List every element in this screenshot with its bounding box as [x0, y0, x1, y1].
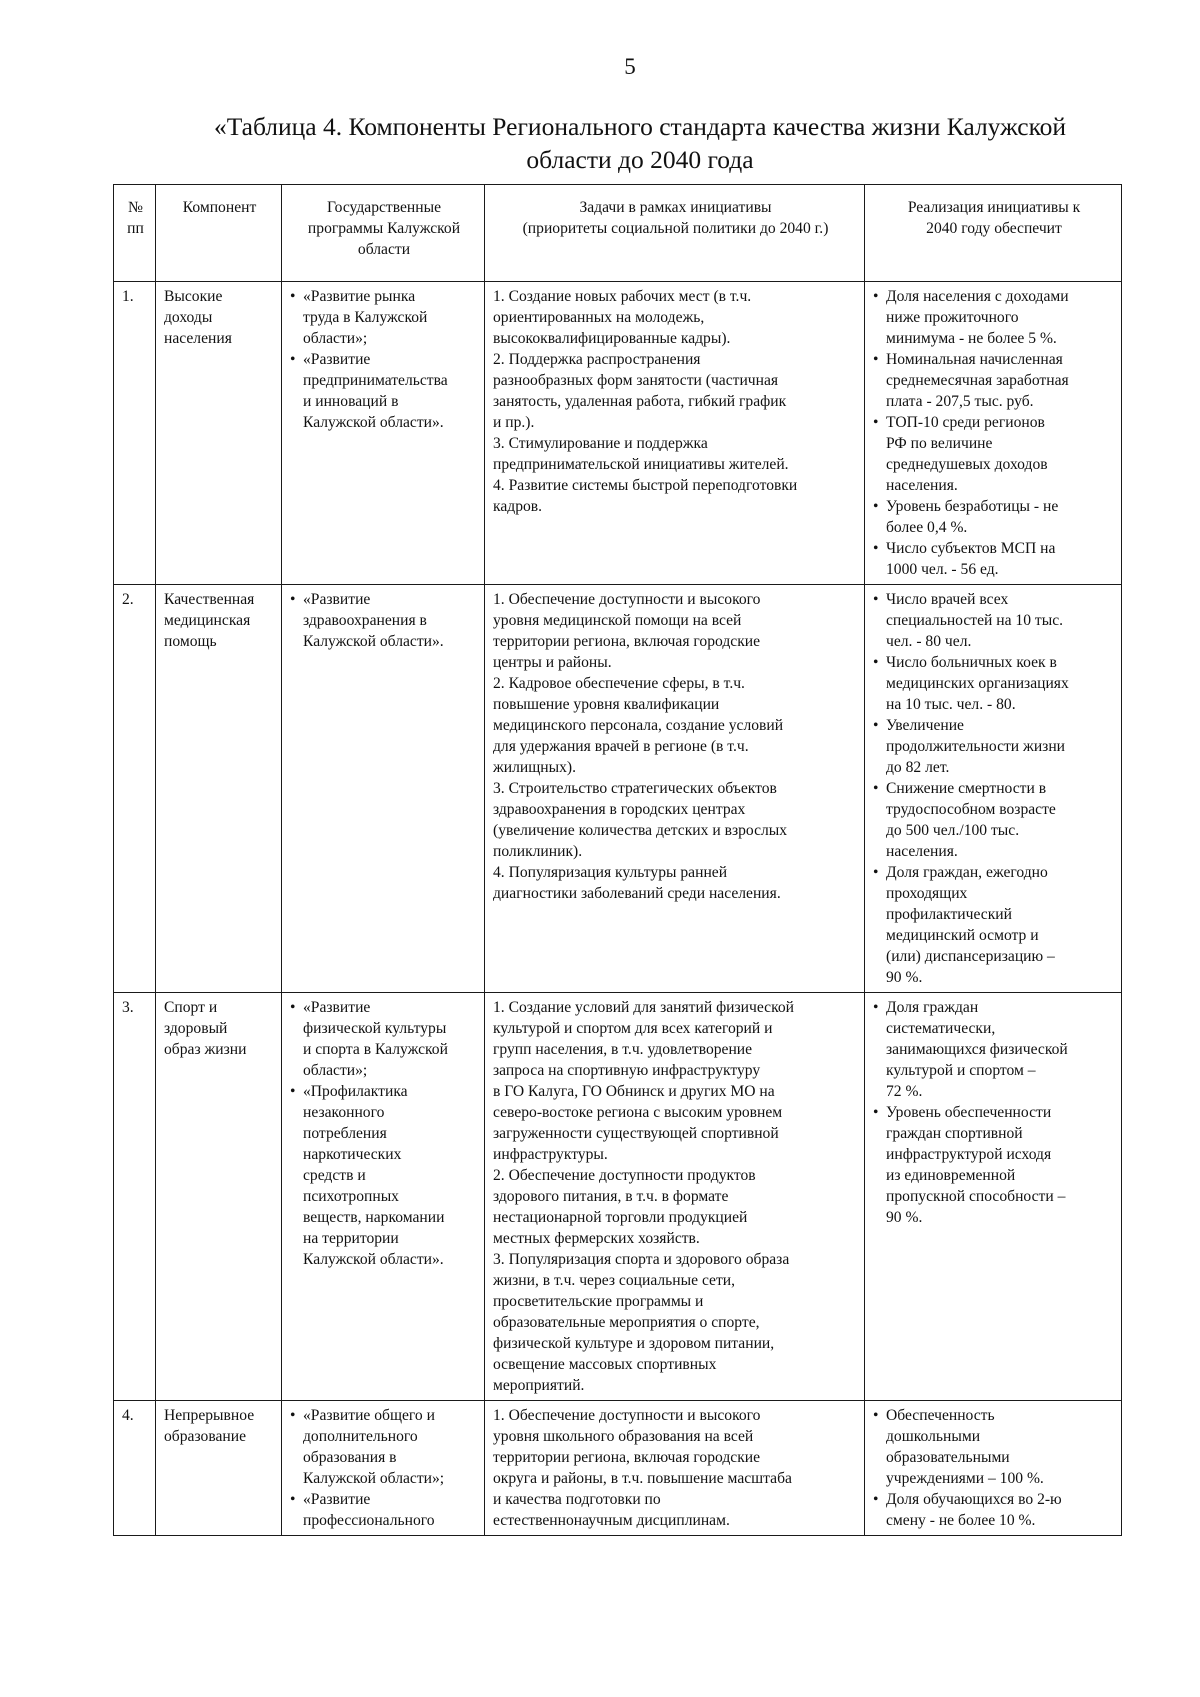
- task-line: 2. Поддержка распространения: [493, 351, 701, 368]
- header-tasks: [485, 185, 865, 282]
- row-number: 2.: [114, 585, 156, 993]
- task-line: освещение массовых спортивных: [493, 1356, 717, 1373]
- table-row: [114, 993, 1122, 1401]
- component-cell: [156, 993, 282, 1401]
- header-text: 2040 году обеспечит: [926, 220, 1062, 237]
- table-caption-line: «Таблица 4. Компоненты Регионального стандарта качества жизни Калужской: [213, 112, 1067, 141]
- task-line: запроса на спортивную инфраструктуру: [493, 1062, 761, 1079]
- task-line: здорового питания, в т.ч. в формате: [493, 1188, 729, 1205]
- result-item-line: • Снижение смертности в: [886, 780, 1047, 797]
- header-text: №: [128, 199, 143, 216]
- program-item-line: • «Развитие: [303, 999, 371, 1016]
- result-item-line: • Обеспеченность: [886, 1407, 995, 1424]
- task-line: уровня медицинской помощи на всей: [493, 612, 742, 629]
- task-line: местных фермерских хозяйств.: [493, 1230, 700, 1247]
- task-line: территории региона, включая городские: [493, 633, 761, 650]
- task-line: поликлиник).: [493, 843, 583, 860]
- task-line: в ГО Калуга, ГО Обнинск и других МО на: [493, 1083, 775, 1100]
- programs-cell: [282, 282, 485, 585]
- task-line: 4. Развитие системы быстрой переподготовки: [493, 477, 798, 494]
- result-item-line: инфраструктурой исходя: [886, 1146, 1052, 1163]
- task-line: жилищных).: [493, 759, 576, 776]
- task-line: 2. Кадровое обеспечение сферы, в т.ч.: [493, 675, 745, 692]
- task-line: физической культуре и здоровом питании,: [493, 1335, 775, 1352]
- result-list: [873, 997, 1115, 1228]
- program-item-line: • «Развитие: [303, 351, 371, 368]
- result-item-line: • Уровень обеспеченности: [886, 1104, 1052, 1121]
- task-line: загруженности существующей спортивной: [493, 1125, 779, 1142]
- header-text: Государственные: [326, 199, 442, 216]
- result-item-line: • Число больничных коек в: [886, 654, 1057, 671]
- result-item-line: • Увеличение: [886, 717, 964, 734]
- tasks-cell: [485, 1401, 865, 1536]
- result-item-line: 72 %.: [886, 1083, 923, 1100]
- task-line: 3. Строительство стратегических объектов: [493, 780, 777, 797]
- results-cell: [865, 282, 1122, 585]
- component-line: населения: [164, 330, 232, 347]
- task-line: занятость, удаленная работа, гибкий график: [493, 393, 787, 410]
- result-item: [873, 1405, 1115, 1489]
- program-item-line: профессионального: [303, 1512, 435, 1529]
- component-line: помощь: [164, 633, 217, 650]
- program-item-line: Калужской области».: [303, 1251, 444, 1268]
- result-item: [873, 1489, 1115, 1531]
- component-cell: [156, 1401, 282, 1536]
- result-item: [873, 778, 1115, 862]
- task-line: инфраструктуры.: [493, 1146, 608, 1163]
- result-item-line: РФ по величине: [886, 435, 993, 452]
- result-item-line: смену - не более 10 %.: [886, 1512, 1036, 1529]
- result-item: [873, 862, 1115, 988]
- standards-table: [113, 184, 1122, 1536]
- table-row: [114, 282, 1122, 585]
- task-line: 1. Создание условий для занятий физической: [493, 999, 795, 1016]
- task-line: ориентированных на молодежь,: [493, 309, 705, 326]
- task-line: 4. Популяризация культуры ранней: [493, 864, 728, 881]
- table-row: [114, 1401, 1122, 1536]
- program-item-line: на территории: [303, 1230, 399, 1247]
- result-item: [873, 349, 1115, 412]
- program-item-line: физической культуры: [303, 1020, 447, 1037]
- task-line: жизни, в т.ч. через социальные сети,: [493, 1272, 736, 1289]
- task-line: уровня школьного образования на всей: [493, 1428, 754, 1445]
- task-line: 3. Стимулирование и поддержка: [493, 435, 708, 452]
- program-item-line: и спорта в Калужской: [303, 1041, 448, 1058]
- program-list: [290, 286, 478, 433]
- program-item-line: Калужской области».: [303, 414, 444, 431]
- component-line: образ жизни: [164, 1041, 247, 1058]
- result-item: [873, 997, 1115, 1102]
- task-line: 1. Обеспечение доступности и высокого: [493, 591, 761, 608]
- task-line: разнообразных форм занятости (частичная: [493, 372, 779, 389]
- program-item-line: • «Развитие рынка: [303, 288, 416, 305]
- component-cell: [156, 585, 282, 993]
- result-item-line: систематически,: [886, 1020, 996, 1037]
- program-item-line: здравоохранения в: [303, 612, 427, 629]
- program-item-line: образования в: [303, 1449, 397, 1466]
- program-item-line: предпринимательства: [303, 372, 448, 389]
- result-item-line: (или) диспансеризацию –: [886, 948, 1055, 965]
- result-item-line: 90 %.: [886, 969, 923, 986]
- result-item-line: • Доля граждан, ежегодно: [886, 864, 1048, 881]
- result-item-line: медицинский осмотр и: [886, 927, 1039, 944]
- component-line: доходы: [164, 309, 213, 326]
- result-item-line: • Число субъектов МСП на: [886, 540, 1056, 557]
- result-item-line: пропускной способности –: [886, 1188, 1066, 1205]
- task-line: культурой и спортом для всех категорий и: [493, 1020, 773, 1037]
- header-text: (приоритеты социальной политики до 2040 г.): [522, 220, 829, 237]
- result-item-line: чел. - 80 чел.: [886, 633, 972, 650]
- table-row: [114, 585, 1122, 993]
- header-text: Компонент: [182, 199, 257, 216]
- result-list: [873, 286, 1115, 580]
- results-cell: [865, 1401, 1122, 1536]
- program-item: [290, 1405, 478, 1489]
- result-item-line: продолжительности жизни: [886, 738, 1066, 755]
- result-item-line: • Номинальная начисленная: [886, 351, 1063, 368]
- programs-cell: [282, 585, 485, 993]
- program-item-line: средств и: [303, 1167, 366, 1184]
- row-number: 4.: [114, 1401, 156, 1536]
- program-item-line: • «Развитие: [303, 1491, 371, 1508]
- program-item-line: Калужской области»;: [303, 1470, 445, 1487]
- table-caption: [200, 110, 1080, 176]
- task-line: 1. Обеспечение доступности и высокого: [493, 1407, 761, 1424]
- program-item-line: дополнительного: [303, 1428, 418, 1445]
- component-line: Непрерывное: [164, 1407, 255, 1424]
- result-item-line: ниже прожиточного: [886, 309, 1019, 326]
- task-line: 3. Популяризация спорта и здорового образа: [493, 1251, 790, 1268]
- result-list: [873, 589, 1115, 988]
- program-item: [290, 997, 478, 1081]
- header-component: [156, 185, 282, 282]
- result-item-line: дошкольными: [886, 1428, 981, 1445]
- program-list: [290, 589, 478, 652]
- program-item-line: веществ, наркомании: [303, 1209, 445, 1226]
- program-item-line: • «Профилактика: [303, 1083, 408, 1100]
- result-item-line: минимума - не более 5 %.: [886, 330, 1057, 347]
- result-item: [873, 715, 1115, 778]
- program-item-line: • «Развитие общего и: [303, 1407, 435, 1424]
- result-item: [873, 496, 1115, 538]
- table-caption-line: области до 2040 года: [526, 145, 754, 174]
- task-line: округа и районы, в т.ч. повышение масштаба: [493, 1470, 792, 1487]
- results-cell: [865, 993, 1122, 1401]
- task-line: медицинского персонала, создание условий: [493, 717, 784, 734]
- result-item-line: • Уровень безработицы - не: [886, 498, 1059, 515]
- result-item-line: специальностей на 10 тыс.: [886, 612, 1064, 629]
- header-text: Задачи в рамках инициативы: [579, 199, 772, 216]
- task-line: просветительские программы и: [493, 1293, 704, 1310]
- task-line: здравоохранения в городских центрах: [493, 801, 746, 818]
- result-item: [873, 1102, 1115, 1228]
- header-text: области: [357, 241, 411, 258]
- program-list: [290, 997, 478, 1270]
- result-item-line: медицинских организациях: [886, 675, 1069, 692]
- result-list: [873, 1405, 1115, 1531]
- task-line: диагностики заболеваний среди населения.: [493, 885, 781, 902]
- program-item-line: области»;: [303, 1062, 368, 1079]
- program-item: [290, 1489, 478, 1531]
- program-item-line: незаконного: [303, 1104, 385, 1121]
- component-line: образование: [164, 1428, 247, 1445]
- result-item-line: • Доля населения с доходами: [886, 288, 1069, 305]
- task-line: естественнонаучным дисциплинам.: [493, 1512, 730, 1529]
- result-item-line: плата - 207,5 тыс. руб.: [886, 393, 1034, 410]
- program-item: [290, 349, 478, 433]
- program-item-line: области»;: [303, 330, 368, 347]
- program-list: [290, 1405, 478, 1531]
- task-line: и пр.).: [493, 414, 535, 431]
- program-item-line: наркотических: [303, 1146, 402, 1163]
- tasks-cell: [485, 282, 865, 585]
- result-item: [873, 589, 1115, 652]
- result-item-line: • Число врачей всех: [886, 591, 1009, 608]
- component-line: Качественная: [164, 591, 255, 608]
- result-item-line: профилактический: [886, 906, 1012, 923]
- task-line: нестационарной торговли продукцией: [493, 1209, 748, 1226]
- programs-cell: [282, 1401, 485, 1536]
- row-number: 3.: [114, 993, 156, 1401]
- task-line: центры и районы.: [493, 654, 612, 671]
- header-num: [114, 185, 156, 282]
- result-item-line: из единовременной: [886, 1167, 1016, 1184]
- program-item-line: психотропных: [303, 1188, 399, 1205]
- result-item-line: культурой и спортом –: [886, 1062, 1036, 1079]
- program-item-line: труда в Калужской: [303, 309, 428, 326]
- program-item-line: потребления: [303, 1125, 387, 1142]
- result-item: [873, 412, 1115, 496]
- result-item-line: населения.: [886, 477, 958, 494]
- task-line: групп населения, в т.ч. удовлетворение: [493, 1041, 753, 1058]
- result-item-line: учреждениями – 100 %.: [886, 1470, 1044, 1487]
- page-number: 5: [624, 54, 636, 79]
- result-item-line: • ТОП-10 среди регионов: [886, 414, 1045, 431]
- result-item: [873, 538, 1115, 580]
- result-item-line: трудоспособном возрасте: [886, 801, 1056, 818]
- task-line: для удержания врачей в регионе (в т.ч.: [493, 738, 749, 755]
- row-number: 1.: [114, 282, 156, 585]
- task-line: 2. Обеспечение доступности продуктов: [493, 1167, 756, 1184]
- header-text: программы Калужской: [307, 220, 461, 237]
- component-cell: [156, 282, 282, 585]
- result-item-line: • Доля граждан: [886, 999, 979, 1016]
- tasks-cell: [485, 993, 865, 1401]
- header-text: Реализация инициативы к: [907, 199, 1081, 216]
- header-programs: [282, 185, 485, 282]
- result-item-line: 90 %.: [886, 1209, 923, 1226]
- result-item-line: образовательными: [886, 1449, 1010, 1466]
- result-item-line: • Доля обучающихся во 2-ю: [886, 1491, 1062, 1508]
- task-line: повышение уровня квалификации: [493, 696, 720, 713]
- task-line: предпринимательской инициативы жителей.: [493, 456, 789, 473]
- result-item-line: проходящих: [886, 885, 968, 902]
- result-item-line: до 82 лет.: [886, 759, 950, 776]
- header-text: пп: [127, 220, 144, 237]
- program-item-line: и инноваций в: [303, 393, 399, 410]
- tasks-cell: [485, 585, 865, 993]
- program-item: [290, 1081, 478, 1270]
- component-line: Высокие: [164, 288, 223, 305]
- program-item: [290, 589, 478, 652]
- result-item-line: 1000 чел. - 56 ед.: [886, 561, 999, 578]
- header-results: [865, 185, 1122, 282]
- task-line: и качества подготовки по: [493, 1491, 661, 1508]
- result-item-line: среднедушевых доходов: [886, 456, 1048, 473]
- result-item-line: более 0,4 %.: [886, 519, 968, 536]
- programs-cell: [282, 993, 485, 1401]
- result-item-line: граждан спортивной: [886, 1125, 1023, 1142]
- program-item: [290, 286, 478, 349]
- result-item: [873, 652, 1115, 715]
- program-item-line: Калужской области».: [303, 633, 444, 650]
- result-item-line: занимающихся физической: [886, 1041, 1068, 1058]
- component-line: Спорт и: [164, 999, 218, 1016]
- result-item-line: до 500 чел./100 тыс.: [886, 822, 1020, 839]
- task-line: северо-востоке региона с высоким уровнем: [493, 1104, 783, 1121]
- component-line: медицинская: [164, 612, 251, 629]
- result-item: [873, 286, 1115, 349]
- program-item-line: • «Развитие: [303, 591, 371, 608]
- result-item-line: населения.: [886, 843, 958, 860]
- task-line: 1. Создание новых рабочих мест (в т.ч.: [493, 288, 752, 305]
- task-line: высококвалифицированные кадры).: [493, 330, 731, 347]
- table-header-row: [114, 185, 1122, 282]
- task-line: образовательные мероприятия о спорте,: [493, 1314, 760, 1331]
- task-line: (увеличение количества детских и взрослых: [493, 822, 788, 839]
- results-cell: [865, 585, 1122, 993]
- task-line: мероприятий.: [493, 1377, 585, 1394]
- task-line: территории региона, включая городские: [493, 1449, 761, 1466]
- result-item-line: на 10 тыс. чел. - 80.: [886, 696, 1016, 713]
- task-line: кадров.: [493, 498, 543, 515]
- result-item-line: среднемесячная заработная: [886, 372, 1069, 389]
- component-line: здоровый: [164, 1020, 228, 1037]
